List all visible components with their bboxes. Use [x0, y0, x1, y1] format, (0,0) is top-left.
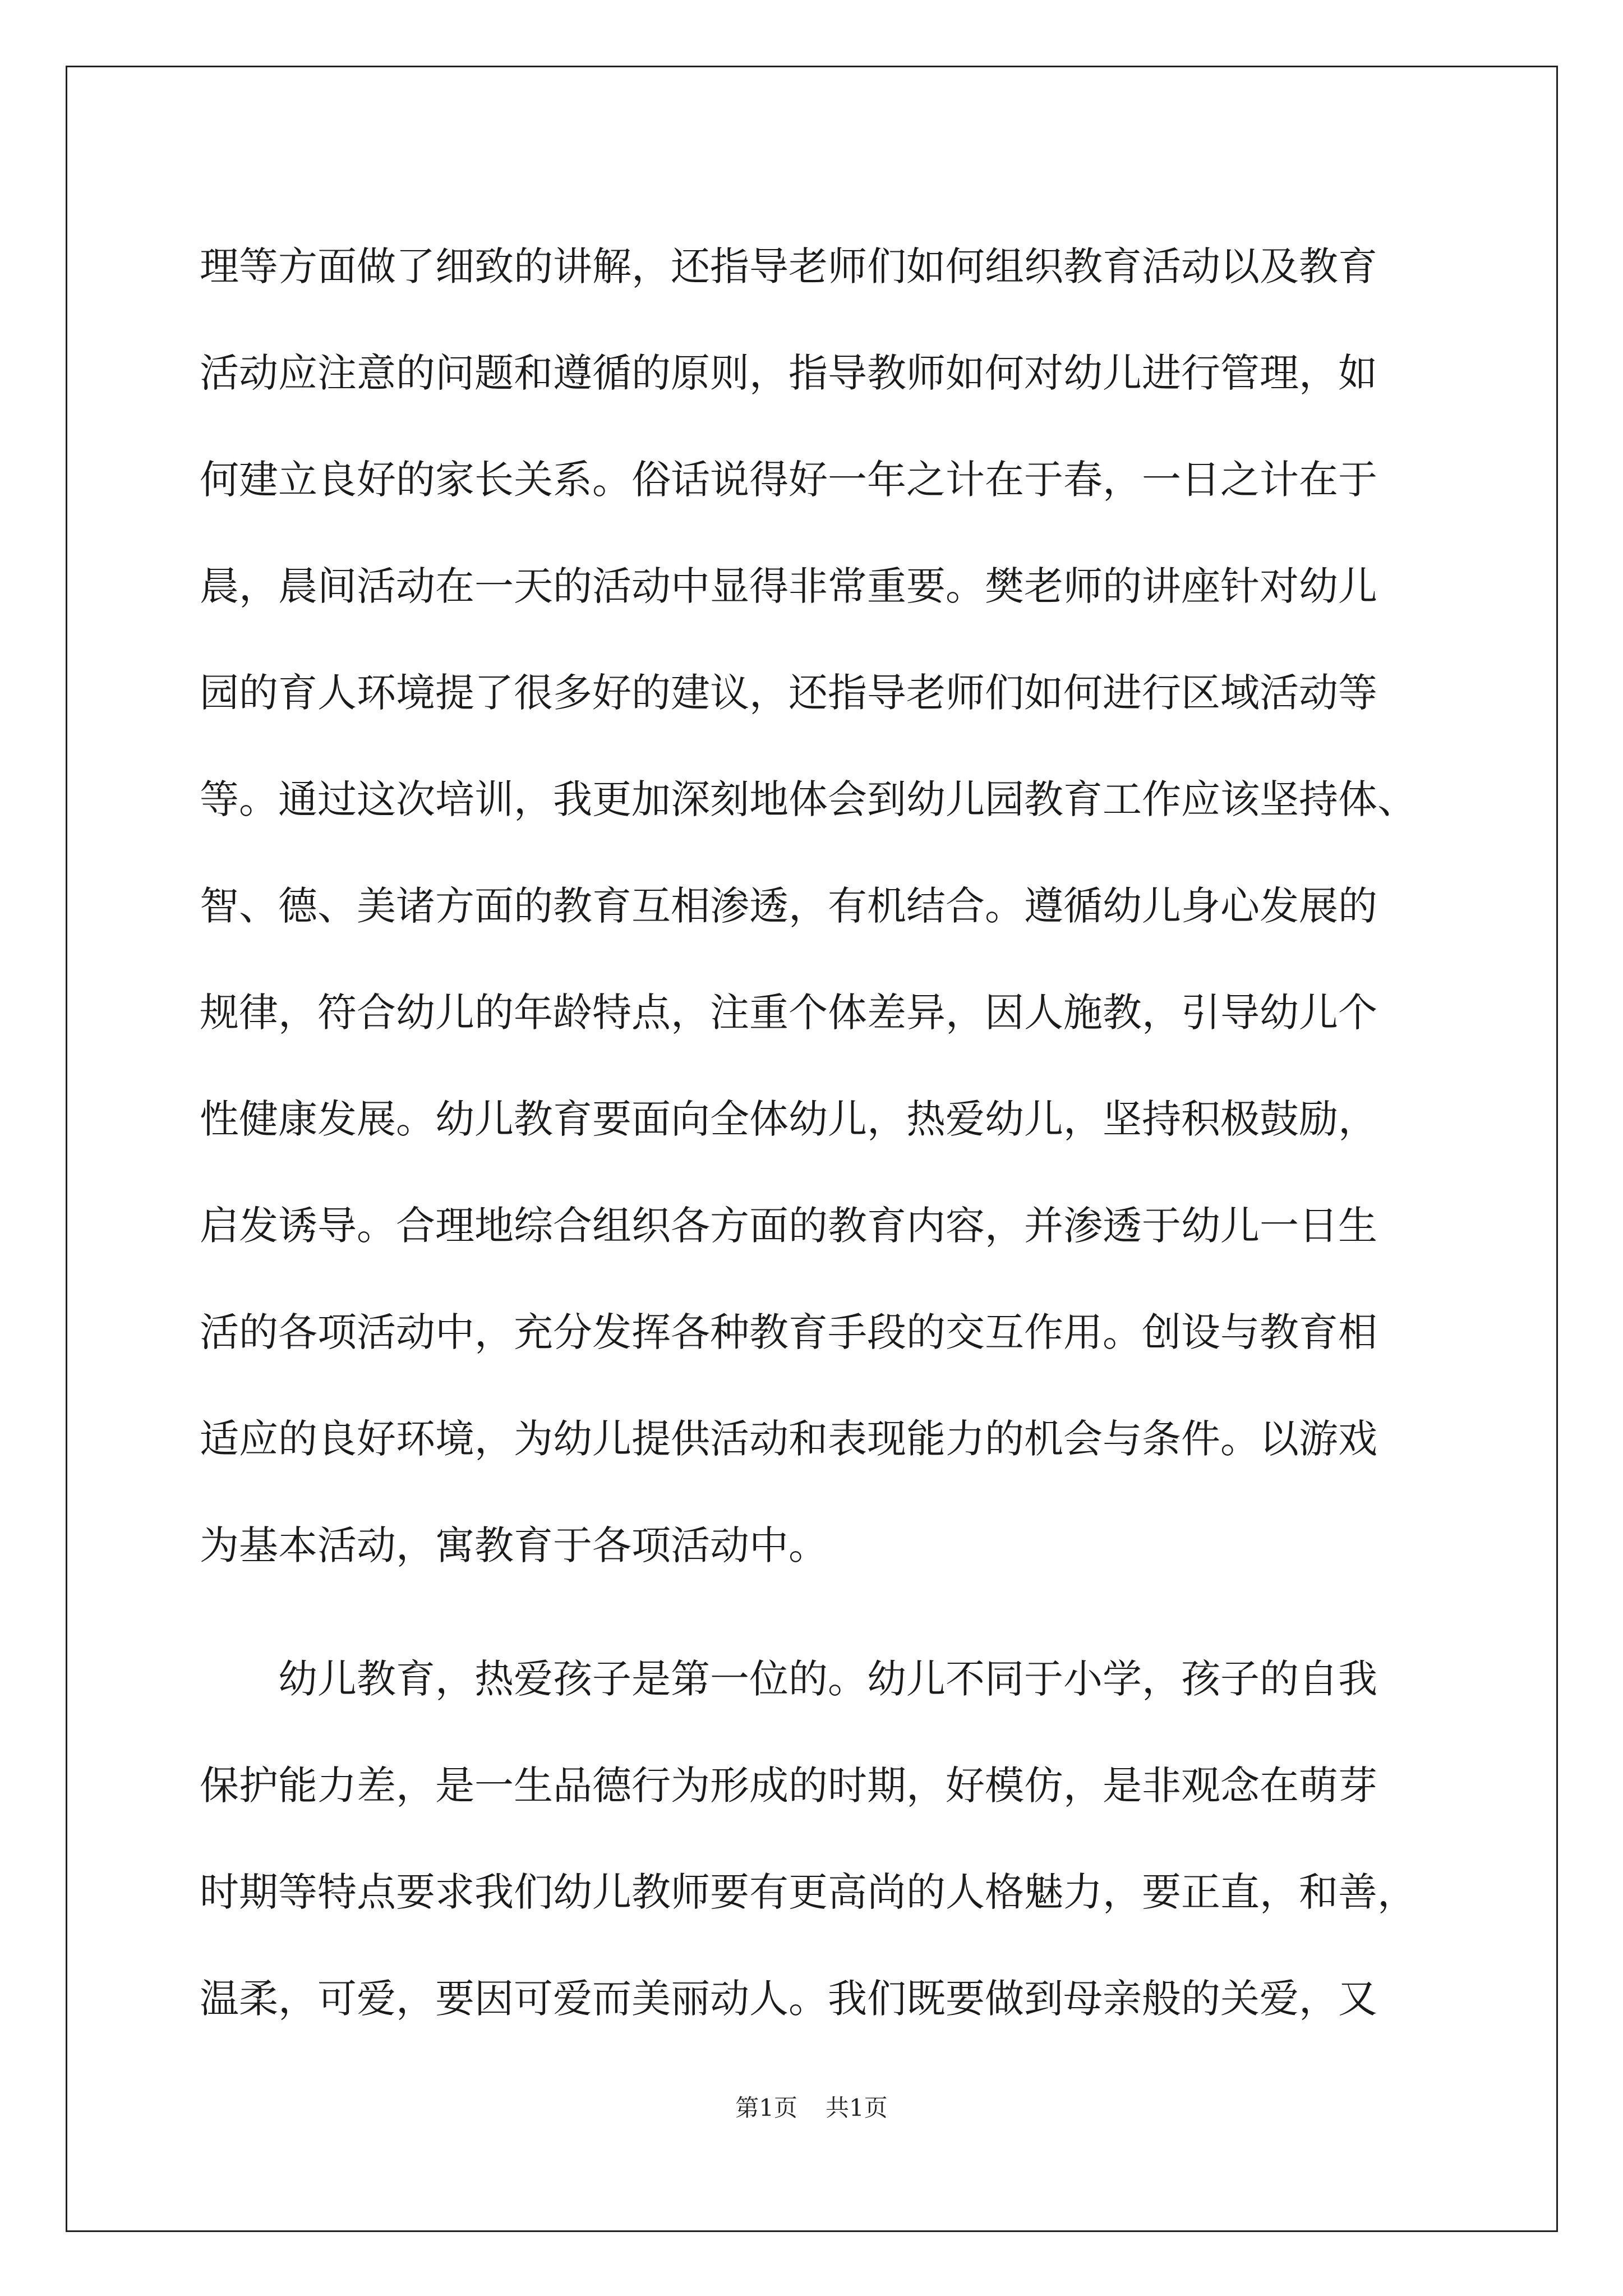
text-line: 启发诱导。合理地综合组织各方面的教育内容，并渗透于幼儿一日生	[200, 1203, 1377, 1249]
paragraph-2	[200, 1626, 1490, 2052]
text-line: 规律，符合幼儿的年龄特点，注重个体差异，因人施教，引导幼儿个	[200, 990, 1377, 1036]
text-line: 保护能力差，是一生品德行为形成的时期，好模仿，是非观念在萌芽	[200, 1763, 1377, 1809]
text-line: 理等方面做了细致的讲解，还指导老师们如何组织教育活动以及教育	[200, 243, 1377, 289]
paragraph-spacer	[200, 1599, 1490, 1626]
page-total: 共1页	[826, 2094, 888, 2122]
paragraph-1	[200, 213, 1490, 1599]
text-line: 为基本活动，寓教育于各项活动中。	[200, 1522, 828, 1568]
text-line: 活的各项活动中，充分发挥各种教育手段的交互作用。创设与教育相	[200, 1309, 1377, 1355]
text-line: 温柔，可爱，要因可爱而美丽动人。我们既要做到母亲般的关爱，又	[200, 1976, 1377, 2022]
page-footer	[0, 2090, 1623, 2123]
text-line: 活动应注意的问题和遵循的原则，指导教师如何对幼儿进行管理，如	[200, 350, 1377, 396]
text-line: 适应的良好环境，为幼儿提供活动和表现能力的机会与条件。以游戏	[200, 1416, 1377, 1462]
text-line-indented: 幼儿教育，热爱孩子是第一位的。幼儿不同于小学，孩子的自我	[278, 1656, 1377, 1702]
text-line: 时期等特点要求我们幼儿教师要有更高尚的人格魅力，要正直，和善，	[200, 1869, 1417, 1915]
text-line: 晨，晨间活动在一天的活动中显得非常重要。樊老师的讲座针对幼儿	[200, 563, 1377, 609]
text-line: 性健康发展。幼儿教育要面向全体幼儿，热爱幼儿，坚持积极鼓励，	[200, 1096, 1377, 1142]
text-line: 智、德、美诸方面的教育互相渗透，有机结合。遵循幼儿身心发展的	[200, 883, 1377, 929]
text-line: 园的育人环境提了很多好的建议，还指导老师们如何进行区域活动等	[200, 670, 1377, 716]
text-line: 等。通过这次培训，我更加深刻地体会到幼儿园教育工作应该坚持体、	[200, 776, 1417, 822]
text-line: 何建立良好的家长关系。俗话说得好一年之计在于春，一日之计在于	[200, 457, 1377, 503]
page-number: 第1页	[735, 2094, 797, 2122]
document-body	[200, 213, 1490, 2052]
